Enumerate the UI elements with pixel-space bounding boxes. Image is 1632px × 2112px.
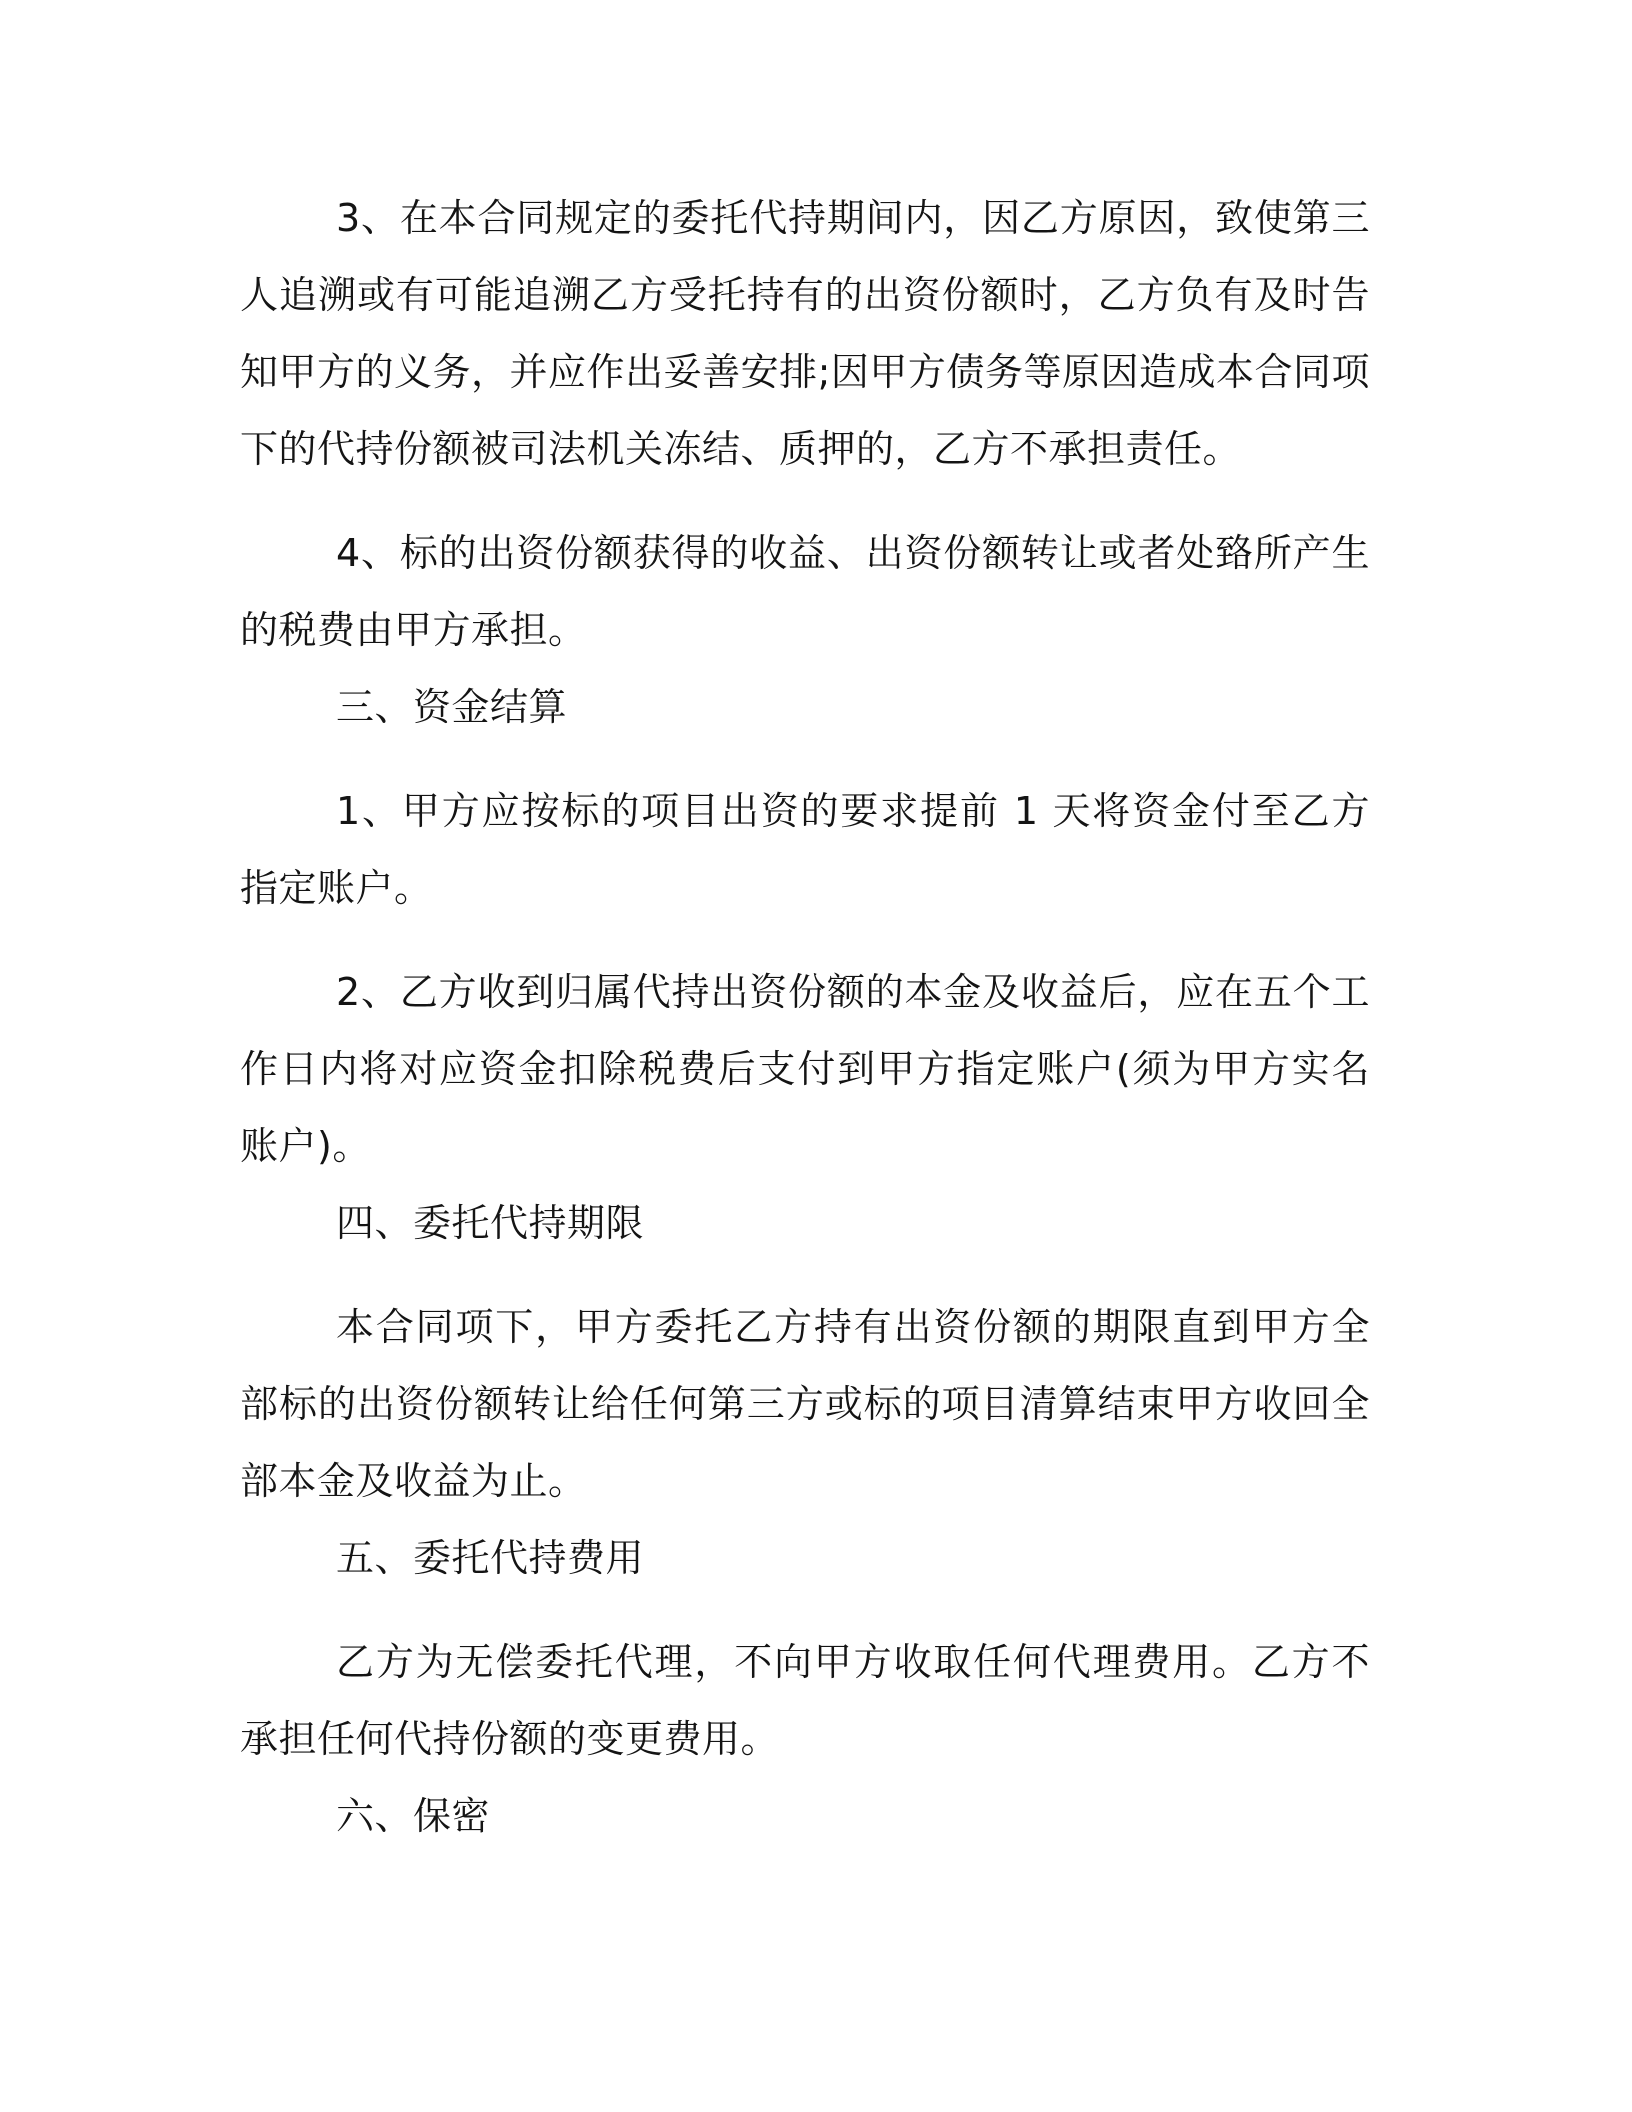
settlement-clause-1-paragraph: 1、甲方应按标的项目出资的要求提前 1 天将资金付至乙方指定账户。 (240, 789, 1370, 910)
section-heading-holding-term: 四、委托代持期限 (336, 1201, 645, 1245)
holding-term-paragraph: 本合同项下，甲方委托乙方持有出资份额的期限直到甲方全部标的出资份额转让给任何第三方或标的项目清算结束甲方收回全部本金及收益为止。 (240, 1305, 1370, 1503)
clause-4-paragraph: 4、标的出资份额获得的收益、出资份额转让或者处臵所产生的税费由甲方承担。 (240, 531, 1370, 652)
holding-fees-paragraph: 乙方为无偿委托代理，不向甲方收取任何代理费用。乙方不承担任何代持份额的变更费用。 (240, 1640, 1370, 1761)
section-heading-confidentiality: 六、保密 (336, 1794, 491, 1838)
clause-3-paragraph: 3、在本合同规定的委托代持期间内，因乙方原因，致使第三人追溯或有可能追溯乙方受托持有的出资份额时，乙方负有及时告知甲方的义务，并应作出妥善安排;因甲方债务等原因造成本合同项下的代持份额被司法机关冻结、质押的，乙方不承担责任。 (240, 196, 1370, 471)
settlement-clause-2-paragraph: 2、乙方收到归属代持出资份额的本金及收益后，应在五个工作日内将对应资金扣除税费后支付到甲方指定账户(须为甲方实名账户)。 (240, 970, 1370, 1168)
section-heading-holding-fees: 五、委托代持费用 (336, 1536, 645, 1580)
section-heading-fund-settlement: 三、资金结算 (336, 685, 568, 729)
document-page (240, 180, 1370, 1855)
